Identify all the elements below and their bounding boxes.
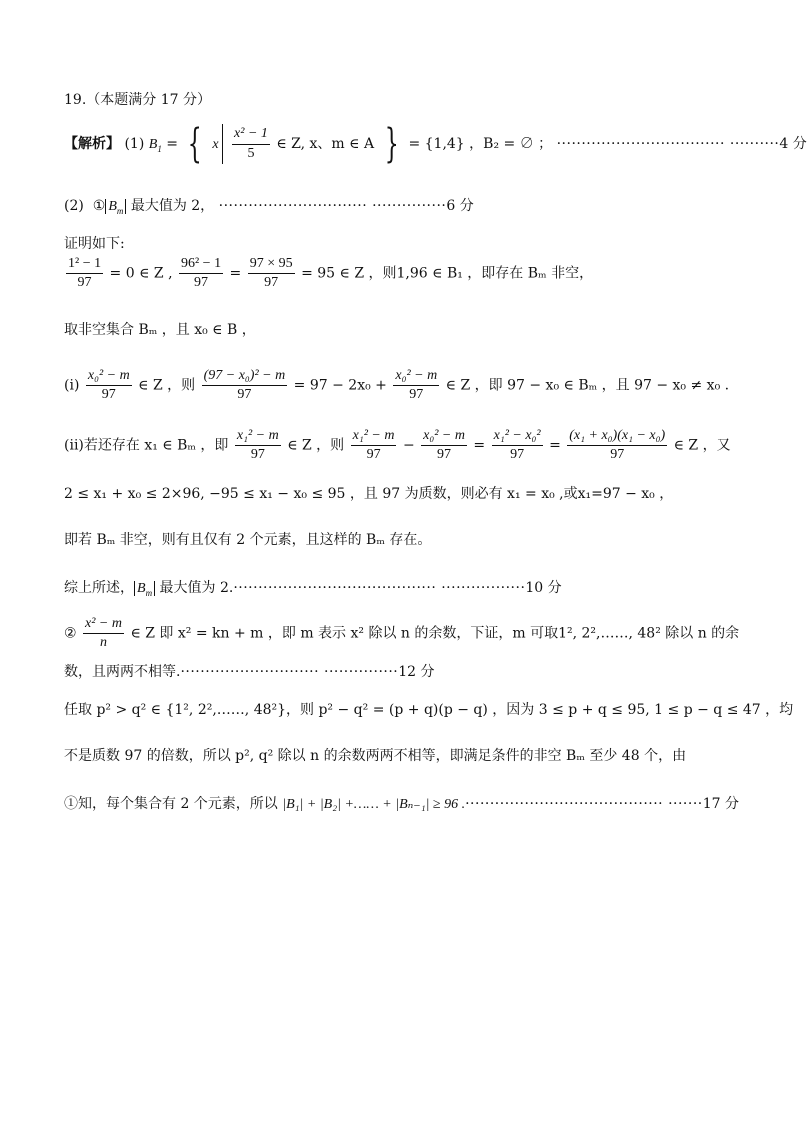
proof-line-4 bbox=[64, 428, 731, 463]
score-10: 10 分 bbox=[525, 580, 562, 596]
proof-line-2: 取非空集合 Bₘ ，且 x₀ ∈ B ， bbox=[64, 322, 256, 338]
score-12: 12 分 bbox=[398, 664, 435, 680]
text-segment: = bbox=[549, 437, 561, 454]
fraction-x0m-2: $\frac{\text{x₀² − m}}{97}$ bbox=[395, 368, 438, 403]
text-segment: 综上所述， bbox=[64, 580, 134, 596]
fraction-1: $\frac{\text{1² − 1}}{97}$ bbox=[68, 256, 102, 291]
text-segment: = 97 − 2x₀ + bbox=[293, 377, 387, 394]
abs-bm: $B_m$ bbox=[134, 581, 155, 596]
part-2b-line-2 bbox=[64, 664, 435, 681]
part-2b-line-3: 任取 p² > q² ∈ {1², 2²,……, 48²}，则 p² − q² = (p + q)(p − q) ，因为 3 ≤ p + q ≤ 95, 1 ≤ p − q ≤ 47 ，均 bbox=[64, 702, 794, 718]
part-1-line: 【解析】 (1) $B_1$ = { x $\frac{\text{x² − 1}}{5}$ ∈ Z, x、m ∈ A } = {1,4} ，B₂ = ∅ ； ·································· ··········4 分 bbox=[64, 121, 807, 167]
text-segment: = 95 ∈ Z ，则1,96 ∈ B₁ ，即存在 Bₘ 非空， bbox=[301, 265, 594, 282]
case-ii-label: (ii) bbox=[64, 437, 84, 454]
text-segment: 数，且两两不相等. bbox=[64, 664, 181, 680]
score-17: 17 分 bbox=[702, 796, 739, 812]
set-bar bbox=[222, 124, 223, 164]
circled-2: ② bbox=[64, 625, 77, 642]
set-b1-condition: ∈ Z, x、m ∈ A bbox=[276, 136, 375, 152]
leader-dots: ······························ ··············· bbox=[218, 198, 447, 214]
case-i-label: (i) bbox=[64, 377, 80, 394]
text-segment: ①知，每个集合有 2 个元素，所以 bbox=[64, 796, 278, 812]
sum-expression: |B₁| + |B₂| +…… + |Bₙ₋₁| ≥ 96 . bbox=[282, 797, 466, 812]
text-segment: ∈ Z ，又 bbox=[673, 437, 731, 454]
text-segment: ∈ Z ，则 bbox=[138, 377, 196, 394]
proof-intro: 证明如下: bbox=[64, 236, 125, 252]
circled-1: ① bbox=[92, 198, 106, 214]
leader-dots: ···························· ··············· bbox=[180, 664, 399, 680]
fraction-x0m: $\frac{\text{x₀² − m}}{97}$ bbox=[87, 368, 130, 403]
proof-line-5: 2 ≤ x₁ + x₀ ≤ 2×96, −95 ≤ x₁ − x₀ ≤ 95 ，且 97 为质数，则必有 x₁ = x₀ ,或x₁=97 − x₀ ， bbox=[64, 486, 674, 502]
fraction-x1m: $\frac{\text{x₁² − m}}{97}$ bbox=[236, 428, 279, 463]
fraction-x1x0: $\frac{\text{x₁² − x₀²}}{97}$ bbox=[493, 428, 541, 463]
part-2b-line-4: 不是质数 97 的倍数，所以 p², q² 除以 n 的余数两两不相等，即满足条件的非空 Bₘ 至少 48 个，由 bbox=[64, 748, 687, 764]
fraction-x1m-2: $\frac{\text{x₁² − m}}{97}$ bbox=[352, 428, 395, 463]
part-2-line bbox=[64, 198, 474, 216]
set-b1-symbol: $B_1$ bbox=[148, 137, 162, 154]
part-2b-line bbox=[64, 616, 739, 651]
text-segment: 若还存在 x₁ ∈ Bₘ ，即 bbox=[83, 437, 229, 454]
leader-dots: ········································· ················· bbox=[233, 580, 526, 596]
fraction-96: $\frac{\text{96² − 1}}{97}$ bbox=[180, 256, 222, 291]
leader-dots: ·································· ·········· bbox=[556, 136, 780, 152]
text-segment: ∈ Z ，即 97 − x₀ ∈ Bₘ ，且 97 − x₀ ≠ x₀ . bbox=[445, 377, 730, 394]
leader-dots: ········································ ······· bbox=[465, 796, 703, 812]
set-b1-value: = {1,4} bbox=[408, 136, 465, 152]
fraction-97mx0: $\frac{\text{(97 − x₀)² − m}}{97}$ bbox=[203, 368, 286, 403]
left-brace-icon: { bbox=[188, 121, 203, 167]
solution-label: 【解析】 bbox=[64, 136, 120, 152]
text-segment: = 0 ∈ Z , bbox=[109, 265, 173, 282]
proof-line-6: 即若 Bₘ 非空，则有且仅有 2 个元素，且这样的 Bₘ 存在。 bbox=[64, 532, 432, 548]
fraction-x2m-over-n: $\frac{\text{x² − m}}{n}$ bbox=[85, 616, 122, 651]
fraction-97x95: $\frac{97 \times 95}{97}$ bbox=[249, 256, 293, 291]
fraction-x0m-3: $\frac{\text{x₀² − m}}{97}$ bbox=[423, 428, 465, 463]
proof-line-3 bbox=[64, 368, 729, 403]
conclusion-line bbox=[64, 580, 562, 598]
final-line bbox=[64, 796, 739, 814]
part-2-number: (2) bbox=[64, 198, 84, 214]
set-b2-empty: ，B₂ = ∅ ； bbox=[469, 136, 553, 152]
set-variable: x bbox=[212, 137, 219, 152]
text-segment: ∈ Z ，则 bbox=[287, 437, 345, 454]
text-segment: ∈ Z 即 x² = kn + m ，即 m 表示 x² 除以 n 的余数，下证，m 可取1², 2²,……, 48² 除以 n 的余 bbox=[130, 625, 740, 642]
max-statement: 最大值为 2， bbox=[130, 198, 215, 214]
fraction-product: $\frac{\text{(x₁ + x₀)(x₁ − x₀)}}{97}$ bbox=[569, 428, 666, 463]
score-6: 6 分 bbox=[446, 198, 474, 214]
abs-bm: $B_m$ bbox=[105, 199, 126, 214]
score-4: 4 分 bbox=[779, 136, 807, 152]
text-segment: 最大值为 2. bbox=[159, 580, 234, 596]
proof-line-1 bbox=[64, 256, 593, 291]
part-1-number: (1) bbox=[124, 136, 145, 152]
fraction-x2-minus-1-over-5: $\frac{\text{x² − 1}}{5}$ bbox=[234, 126, 268, 161]
problem-title: 19.（本题满分 17 分） bbox=[64, 92, 211, 108]
text-segment: = bbox=[473, 437, 486, 454]
right-brace-icon: } bbox=[384, 121, 399, 167]
text-segment: = bbox=[229, 265, 242, 282]
text-segment: − bbox=[402, 437, 415, 454]
